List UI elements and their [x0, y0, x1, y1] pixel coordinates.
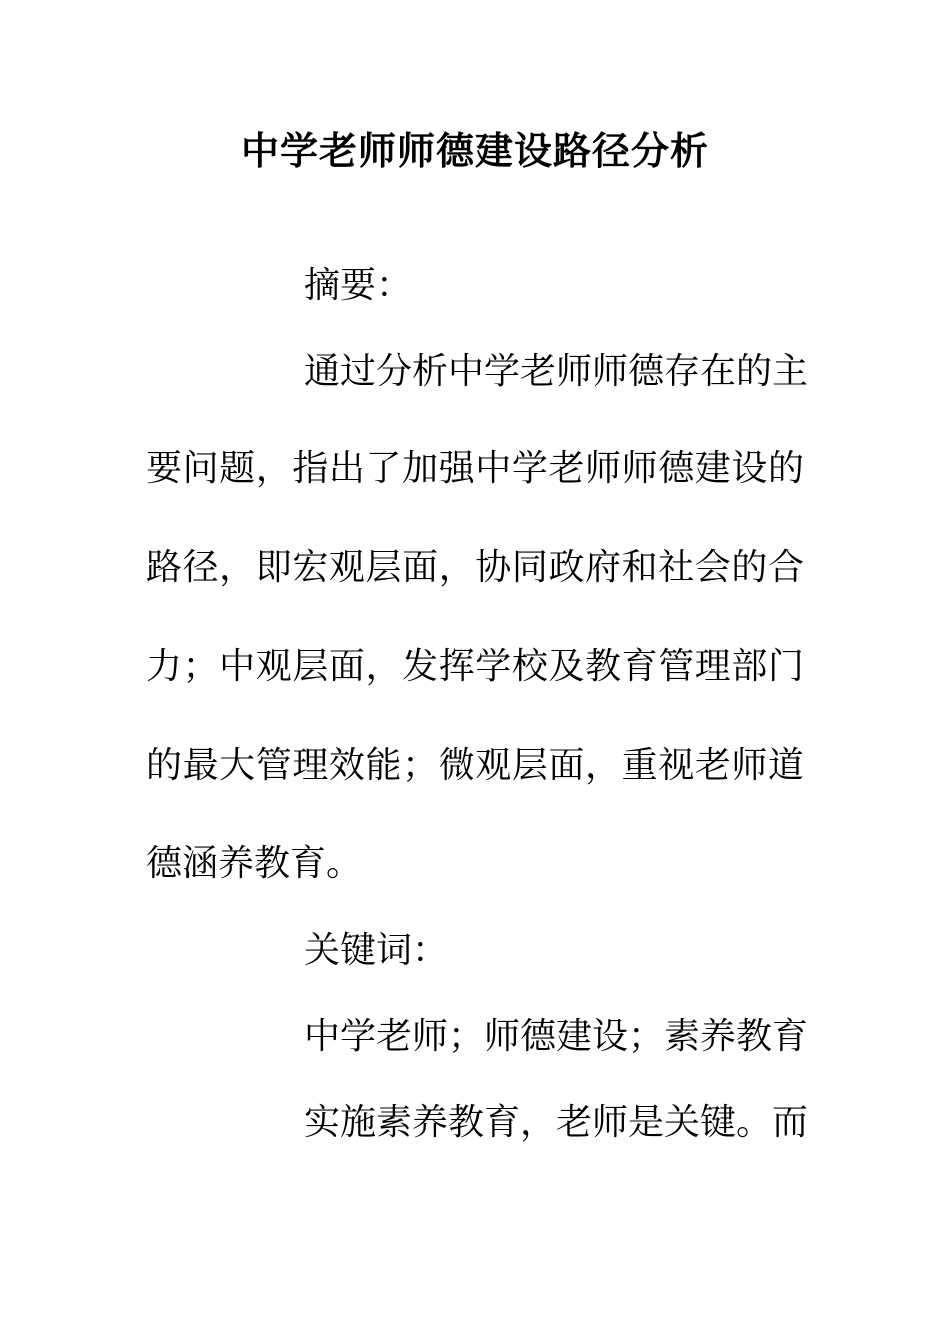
body-paragraph-start: 实施素养教育，老师是关键。而: [304, 1102, 809, 1143]
abstract-line-2: 要问题，指出了加强中学老师师德建设的: [146, 448, 804, 489]
abstract-line-3: 路径，即宏观层面，协同政府和社会的合: [146, 547, 804, 588]
abstract-line-4: 力；中观层面，发挥学校及教育管理部门: [146, 646, 804, 687]
abstract-line-1: 通过分析中学老师师德存在的主: [304, 351, 809, 392]
abstract-line-6: 德涵养教育。: [146, 843, 363, 884]
keywords-label: 关键词：: [304, 930, 449, 971]
document-title: 中学老师师德建设路径分析: [240, 128, 709, 173]
abstract-label: 摘要：: [304, 265, 413, 306]
keywords-list: 中学老师；师德建设；素养教育: [304, 1016, 809, 1057]
abstract-line-5: 的最大管理效能；微观层面，重视老师道: [146, 745, 804, 786]
